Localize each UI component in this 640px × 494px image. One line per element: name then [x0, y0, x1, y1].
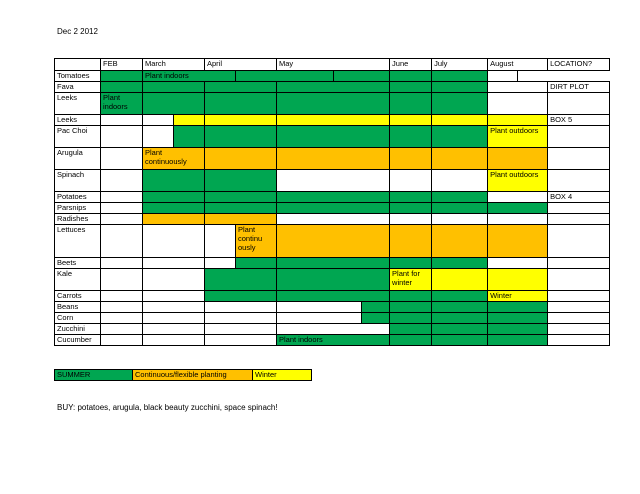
- schedule-body: [55, 71, 610, 346]
- schedule-cell: Plant continu ously: [236, 225, 277, 258]
- schedule-cell: [101, 302, 143, 313]
- schedule-cell: [205, 335, 277, 346]
- table-row: [55, 203, 610, 214]
- crop-name-cell: Fava: [55, 82, 101, 93]
- schedule-cell: Plant continuously: [143, 148, 205, 170]
- table-row: [55, 126, 610, 148]
- location-cell: DIRT PLOT: [548, 82, 610, 93]
- schedule-cell: [277, 302, 362, 313]
- schedule-cell: [390, 82, 432, 93]
- schedule-cell: [488, 115, 548, 126]
- schedule-cell: Plant indoors: [101, 93, 143, 115]
- schedule-cell: [101, 170, 143, 192]
- schedule-cell: [101, 71, 143, 82]
- month-header-july: July: [432, 59, 488, 71]
- crop-name-cell: Carrots: [55, 291, 101, 302]
- legend-continuous: Continuous/flexible planting: [133, 370, 253, 381]
- table-row: [55, 324, 610, 335]
- schedule-cell: [488, 214, 548, 225]
- schedule-cell: [101, 192, 143, 203]
- legend: [54, 369, 312, 381]
- schedule-cell: [390, 192, 432, 203]
- schedule-cell: [101, 258, 143, 269]
- schedule-cell: [205, 192, 277, 203]
- location-cell: [548, 291, 610, 302]
- location-cell: [548, 225, 610, 258]
- schedule-cell: [143, 82, 205, 93]
- document-date: Dec 2 2012: [57, 27, 98, 36]
- table-row: [55, 148, 610, 170]
- location-cell: [548, 170, 610, 192]
- schedule-cell: [205, 82, 277, 93]
- schedule-cell: [362, 302, 390, 313]
- schedule-cell: [432, 71, 488, 82]
- crop-name-cell: Beets: [55, 258, 101, 269]
- schedule-cell: [277, 82, 390, 93]
- legend-summer: SUMMER: [55, 370, 133, 381]
- schedule-cell: [205, 148, 277, 170]
- schedule-cell: [362, 313, 390, 324]
- schedule-cell: [277, 126, 390, 148]
- schedule-cell: [432, 126, 488, 148]
- crop-name-cell: Leeks: [55, 93, 101, 115]
- location-cell: [548, 335, 610, 346]
- schedule-cell: [334, 71, 390, 82]
- schedule-cell: [277, 258, 390, 269]
- table-row: [55, 214, 610, 225]
- schedule-cell: [390, 258, 432, 269]
- schedule-cell: [432, 269, 488, 291]
- schedule-cell: [277, 192, 390, 203]
- schedule-cell: [174, 115, 205, 126]
- schedule-cell: [432, 302, 488, 313]
- location-cell: [548, 324, 610, 335]
- schedule-cell: Plant outdoors: [488, 170, 548, 192]
- schedule-cell: [488, 93, 548, 115]
- crop-name-cell: Radishes: [55, 214, 101, 225]
- schedule-cell: [390, 335, 432, 346]
- schedule-cell: [101, 82, 143, 93]
- crop-name-cell: Corn: [55, 313, 101, 324]
- location-cell: BOX 4: [548, 192, 610, 203]
- crop-name-cell: Pac Choi: [55, 126, 101, 148]
- location-cell: [548, 203, 610, 214]
- schedule-cell: [205, 170, 277, 192]
- crop-name-cell: Leeks: [55, 115, 101, 126]
- crop-name-cell: Potatoes: [55, 192, 101, 203]
- schedule-cell: [390, 148, 432, 170]
- schedule-cell: [143, 302, 205, 313]
- schedule-cell: [390, 115, 432, 126]
- table-row: [55, 258, 610, 269]
- table-row: [55, 269, 610, 291]
- table-row: [55, 170, 610, 192]
- table-row: [55, 82, 610, 93]
- location-cell: [488, 71, 518, 82]
- month-header-august: August: [488, 59, 548, 71]
- schedule-cell: Winter: [488, 291, 548, 302]
- schedule-cell: [143, 324, 205, 335]
- schedule-cell: [488, 269, 548, 291]
- schedule-cell: [143, 192, 205, 203]
- month-header-feb: FEB: [101, 59, 143, 71]
- schedule-cell: [390, 291, 432, 302]
- schedule-cell: [277, 203, 390, 214]
- crop-name-cell: Tomatoes: [55, 71, 101, 82]
- schedule-cell: [205, 313, 277, 324]
- schedule-cell: [432, 324, 488, 335]
- schedule-cell: [390, 214, 432, 225]
- schedule-cell: [488, 302, 548, 313]
- buy-note: BUY: potatoes, arugula, black beauty zucchini, space spinach!: [57, 403, 278, 412]
- schedule-cell: [101, 291, 143, 302]
- crop-name-cell: Cucumber: [55, 335, 101, 346]
- location-cell: [548, 214, 610, 225]
- table-row: [55, 225, 610, 258]
- schedule-cell: [277, 291, 390, 302]
- schedule-cell: [143, 126, 174, 148]
- schedule-cell: [277, 115, 390, 126]
- schedule-cell: [390, 225, 432, 258]
- schedule-cell: [101, 269, 143, 291]
- schedule-cell: [205, 225, 236, 258]
- schedule-cell: [205, 214, 277, 225]
- location-cell: [548, 258, 610, 269]
- table-row: [55, 192, 610, 203]
- schedule-cell: [432, 214, 488, 225]
- table-row: [55, 71, 610, 82]
- schedule-cell: [143, 203, 205, 214]
- schedule-cell: [390, 313, 432, 324]
- schedule-cell: [205, 269, 277, 291]
- header-row: [55, 59, 610, 71]
- schedule-cell: [174, 126, 205, 148]
- crop-name-cell: Beans: [55, 302, 101, 313]
- schedule-cell: [488, 324, 548, 335]
- crop-name-cell: Kale: [55, 269, 101, 291]
- schedule-cell: [432, 203, 488, 214]
- schedule-cell: [101, 214, 143, 225]
- schedule-cell: [205, 93, 277, 115]
- schedule-cell: [277, 313, 362, 324]
- crop-name-cell: Lettuces: [55, 225, 101, 258]
- schedule-cell: [432, 291, 488, 302]
- legend-winter: Winter: [253, 370, 312, 381]
- schedule-cell: [143, 225, 205, 258]
- schedule-cell: Plant for winter: [390, 269, 432, 291]
- schedule-cell: [432, 93, 488, 115]
- planting-schedule-table: [54, 58, 610, 346]
- schedule-cell: [390, 203, 432, 214]
- schedule-cell: [143, 258, 205, 269]
- schedule-cell: [432, 335, 488, 346]
- schedule-cell: [432, 192, 488, 203]
- table-row: [55, 302, 610, 313]
- schedule-cell: [277, 214, 390, 225]
- schedule-cell: [432, 170, 488, 192]
- location-cell: [548, 148, 610, 170]
- schedule-cell: [488, 82, 548, 93]
- table-row: [55, 291, 610, 302]
- month-header-april: April: [205, 59, 277, 71]
- schedule-cell: [432, 82, 488, 93]
- schedule-cell: [101, 335, 143, 346]
- schedule-cell: [432, 258, 488, 269]
- schedule-cell: [143, 115, 174, 126]
- schedule-cell: [277, 225, 390, 258]
- schedule-cell: [143, 170, 205, 192]
- schedule-cell: [101, 148, 143, 170]
- schedule-cell: Plant outdoors: [488, 126, 548, 148]
- location-cell: [548, 269, 610, 291]
- schedule-cell: [390, 126, 432, 148]
- schedule-cell: [101, 313, 143, 324]
- schedule-cell: [390, 170, 432, 192]
- schedule-cell: [488, 225, 548, 258]
- month-header-may: May: [277, 59, 390, 71]
- schedule-cell: Plant indoors: [143, 71, 236, 82]
- schedule-cell: Plant indoors: [277, 335, 390, 346]
- schedule-cell: [101, 115, 143, 126]
- schedule-cell: [143, 291, 205, 302]
- schedule-cell: [277, 269, 390, 291]
- schedule-cell: [390, 71, 432, 82]
- table-row: [55, 115, 610, 126]
- schedule-cell: [488, 258, 548, 269]
- schedule-cell: [432, 313, 488, 324]
- schedule-cell: [143, 214, 205, 225]
- schedule-cell: [143, 313, 205, 324]
- schedule-cell: [390, 324, 432, 335]
- schedule-cell: [488, 192, 548, 203]
- location-column-header: LOCATION?: [548, 59, 610, 71]
- schedule-cell: [488, 313, 548, 324]
- schedule-cell: [101, 203, 143, 214]
- schedule-cell: [488, 203, 548, 214]
- location-cell: BOX 5: [548, 115, 610, 126]
- schedule-cell: [205, 291, 277, 302]
- table-row: [55, 313, 610, 324]
- schedule-cell: [205, 258, 236, 269]
- schedule-cell: [205, 203, 277, 214]
- location-cell: [548, 313, 610, 324]
- schedule-cell: [205, 115, 277, 126]
- crop-name-cell: Spinach: [55, 170, 101, 192]
- schedule-cell: [101, 126, 143, 148]
- schedule-cell: [236, 71, 334, 82]
- location-cell: [548, 302, 610, 313]
- schedule-cell: [143, 269, 205, 291]
- schedule-cell: [277, 93, 390, 115]
- schedule-cell: [277, 148, 390, 170]
- schedule-cell: [101, 324, 143, 335]
- location-cell: [548, 126, 610, 148]
- schedule-cell: [432, 148, 488, 170]
- schedule-cell: [101, 225, 143, 258]
- schedule-cell: [205, 302, 277, 313]
- month-header-june: June: [390, 59, 432, 71]
- crop-name-cell: Zucchini: [55, 324, 101, 335]
- table-row: [55, 335, 610, 346]
- schedule-cell: [236, 258, 277, 269]
- schedule-cell: [205, 324, 277, 335]
- table-row: [55, 93, 610, 115]
- schedule-cell: [143, 335, 205, 346]
- schedule-cell: [488, 335, 548, 346]
- schedule-cell: [432, 115, 488, 126]
- schedule-cell: [143, 93, 205, 115]
- schedule-cell: [390, 93, 432, 115]
- crop-column-header: [55, 59, 101, 71]
- crop-name-cell: Arugula: [55, 148, 101, 170]
- crop-name-cell: Parsnips: [55, 203, 101, 214]
- month-header-march: March: [143, 59, 205, 71]
- schedule-cell: [277, 170, 390, 192]
- location-cell: [548, 93, 610, 115]
- schedule-cell: [432, 225, 488, 258]
- schedule-cell: [488, 148, 548, 170]
- schedule-cell: [390, 302, 432, 313]
- schedule-cell: [205, 126, 277, 148]
- schedule-cell: [277, 324, 390, 335]
